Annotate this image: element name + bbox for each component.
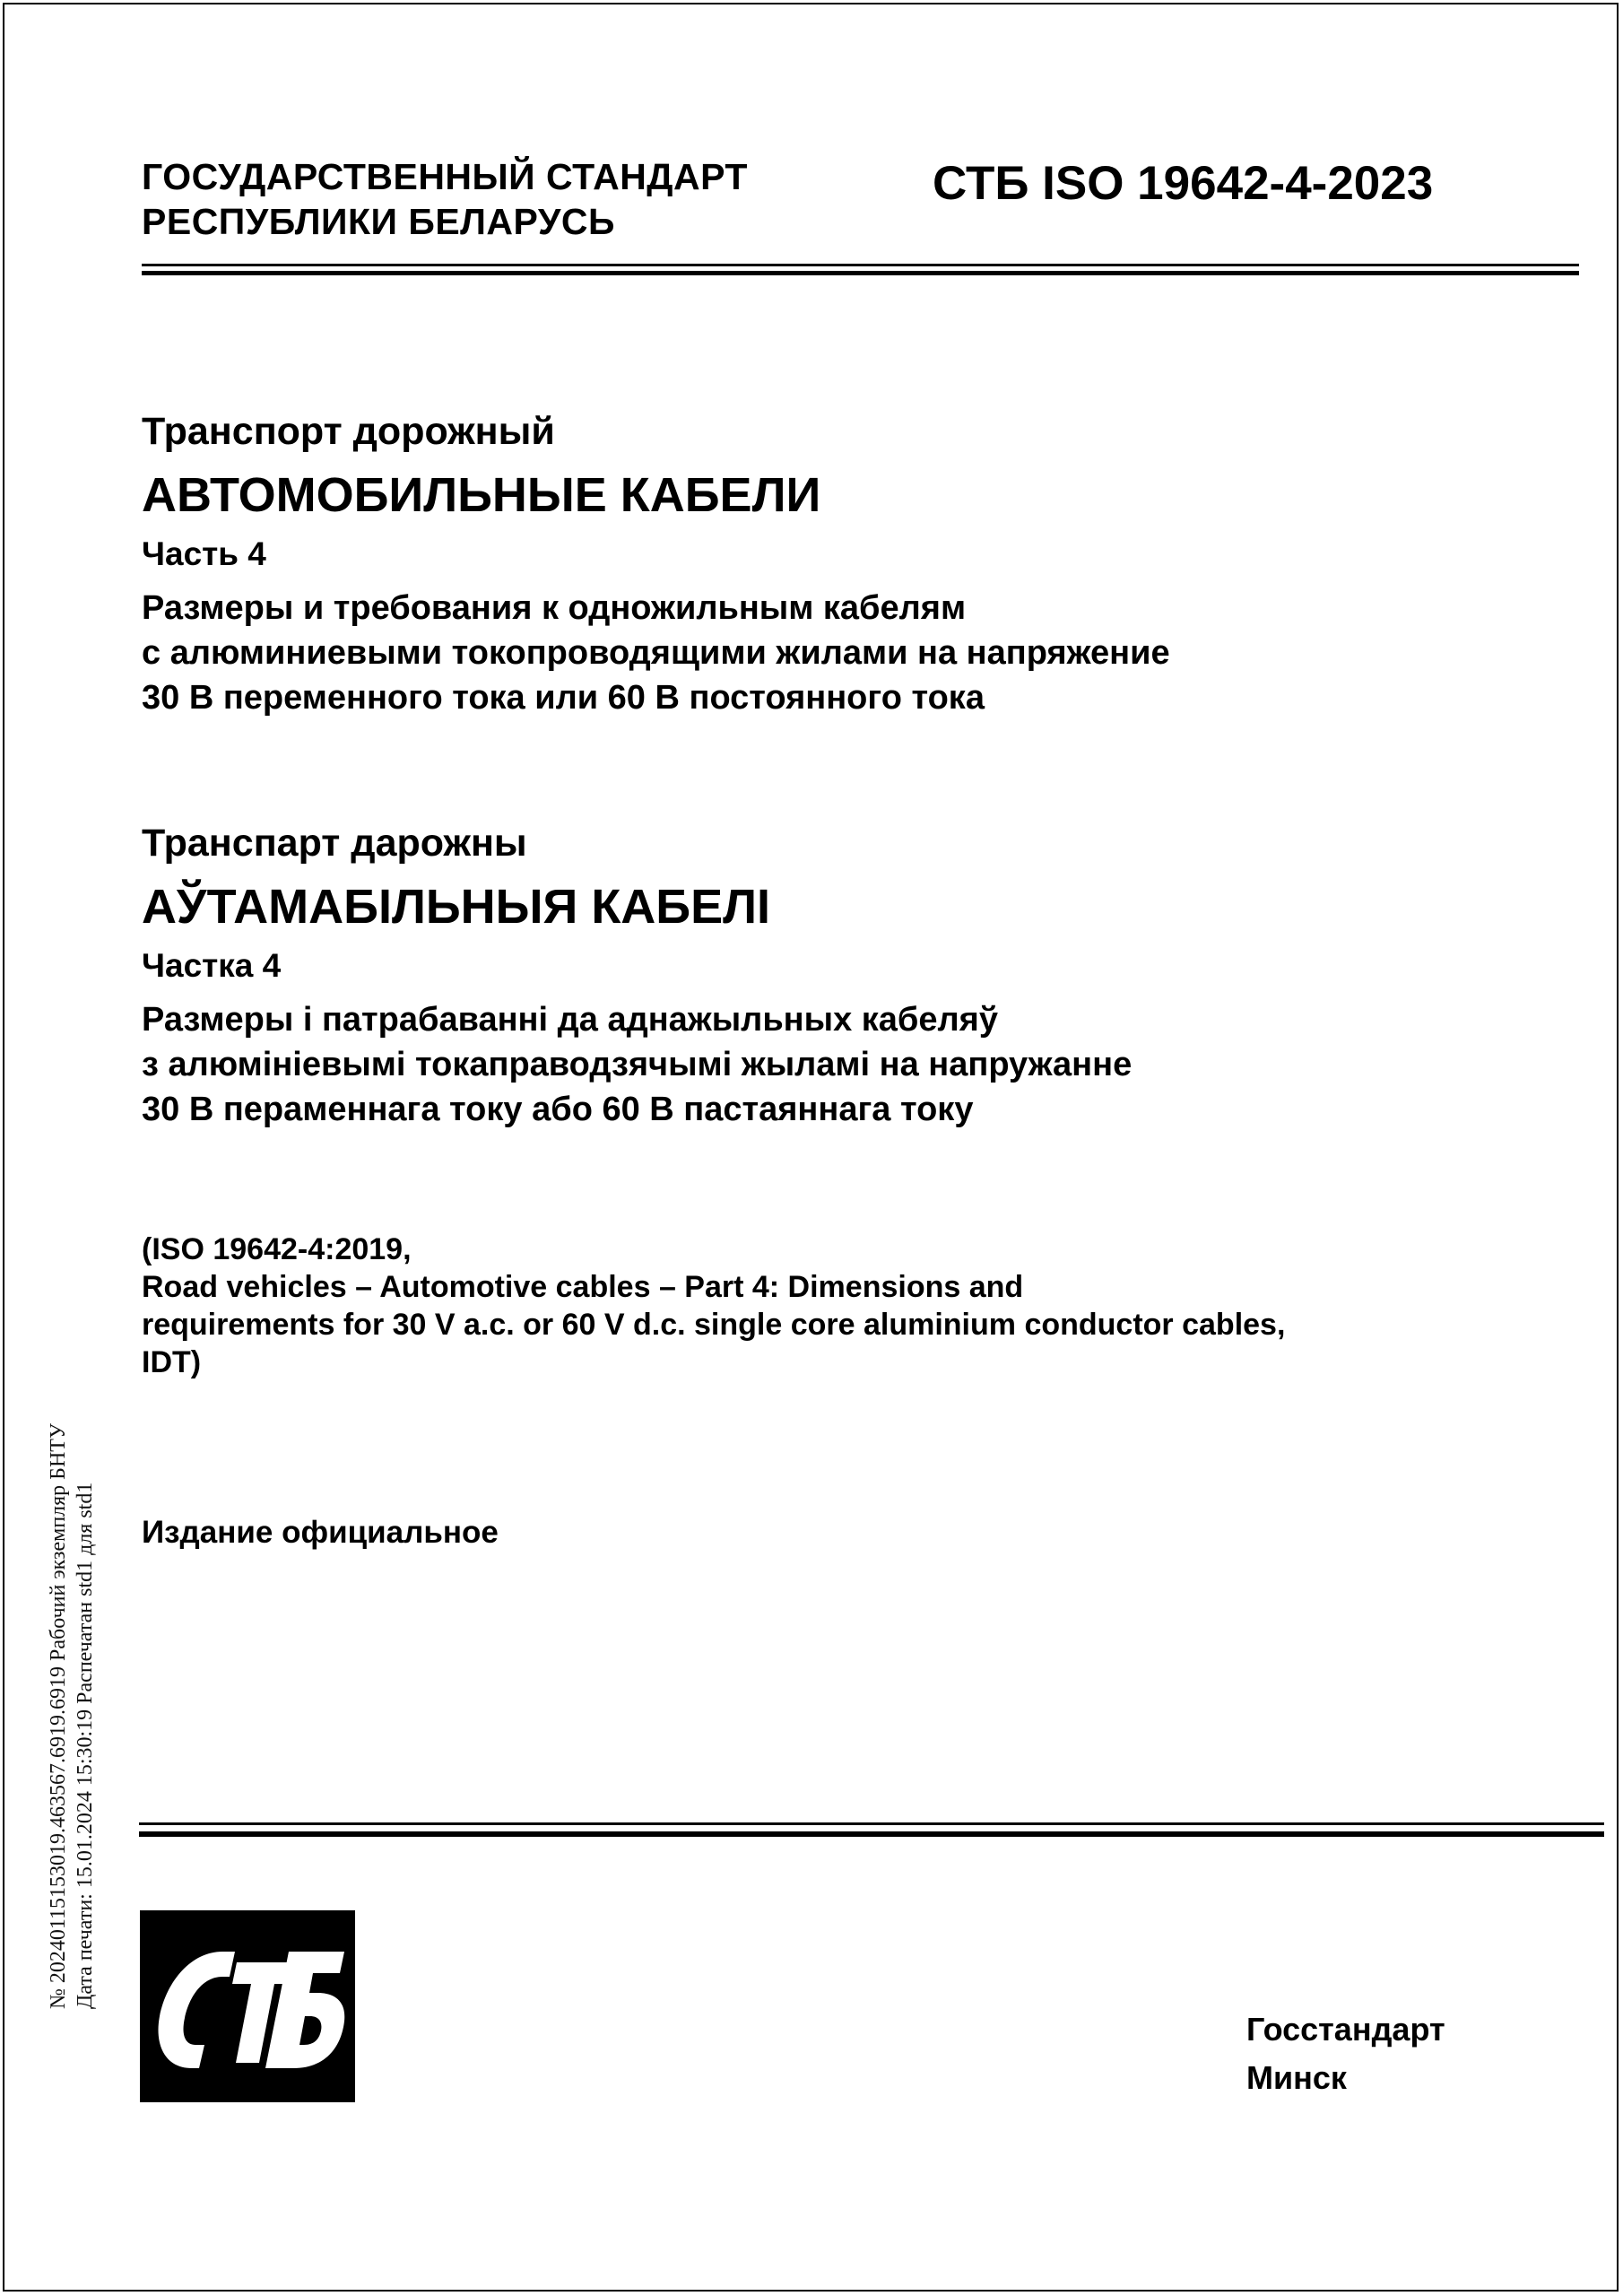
edition-label: Издание официальное	[142, 1515, 499, 1550]
iso-reference-line: Road vehicles – Automotive cables – Part 4: Dimensions and	[142, 1270, 1024, 1304]
by-part: Частка 4	[142, 947, 282, 984]
bottom-divider	[139, 1822, 1604, 1837]
standard-code: СТБ ISO 19642-4-2023	[933, 157, 1434, 210]
ru-part: Часть 4	[142, 535, 266, 572]
by-category: Транспарт дарожны	[142, 822, 527, 865]
by-title: АЎТАМАБІЛЬНЫЯ КАБЕЛІ	[142, 880, 771, 934]
iso-reference-line: requirements for 30 V a.c. or 60 V d.c. single core aluminium conductor cables,	[142, 1308, 1286, 1342]
publisher-city: Минск	[1246, 2059, 1347, 2096]
ru-description	[142, 586, 1170, 720]
standard-type-heading	[142, 154, 748, 244]
iso-reference-line: (ISO 19642-4:2019,	[142, 1232, 412, 1266]
print-stamp	[45, 1076, 99, 2009]
ru-description-line: Размеры и требования к одножильным кабелям	[142, 589, 967, 627]
by-description-line: Размеры і патрабаванні да аднажыльных кабеляў	[142, 1001, 998, 1039]
ru-title: АВТОМОБИЛЬНЫЕ КАБЕЛИ	[142, 468, 821, 522]
ru-description-line: с алюминиевыми токопроводящими жилами на напряжение	[142, 634, 1170, 672]
standard-type-line-2: РЕСПУБЛИКИ БЕЛАРУСЬ	[142, 201, 615, 242]
ru-description-line: 30 В переменного тока или 60 В постоянного тока	[142, 679, 985, 717]
belarusian-title-block	[142, 820, 1132, 1132]
iso-reference-line: IDT)	[142, 1345, 202, 1379]
top-divider	[142, 264, 1579, 275]
print-stamp-line-2: Дата печати: 15.01.2024 15:30:19 Распечатан std1 для std1	[74, 1482, 97, 2009]
ru-category: Транспорт дорожный	[142, 410, 555, 453]
publisher-name: Госстандарт	[1246, 2011, 1445, 2048]
print-stamp-line-1: № 20240115153019.463567.6919.6919 Рабочий экземпляр БНТУ	[47, 1423, 70, 2009]
stb-logo-icon	[140, 1910, 355, 2102]
iso-reference	[142, 1231, 1285, 1381]
publisher	[1246, 2005, 1445, 2102]
by-description-line: 30 В пераменнага току або 60 В пастаяннага току	[142, 1091, 974, 1128]
russian-title-block	[142, 408, 1170, 720]
by-description-line: з алюмініевымі токаправодзячымі жыламі на напружанне	[142, 1046, 1133, 1083]
by-description	[142, 997, 1132, 1132]
standard-type-line-1: ГОСУДАРСТВЕННЫЙ СТАНДАРТ	[142, 156, 748, 197]
